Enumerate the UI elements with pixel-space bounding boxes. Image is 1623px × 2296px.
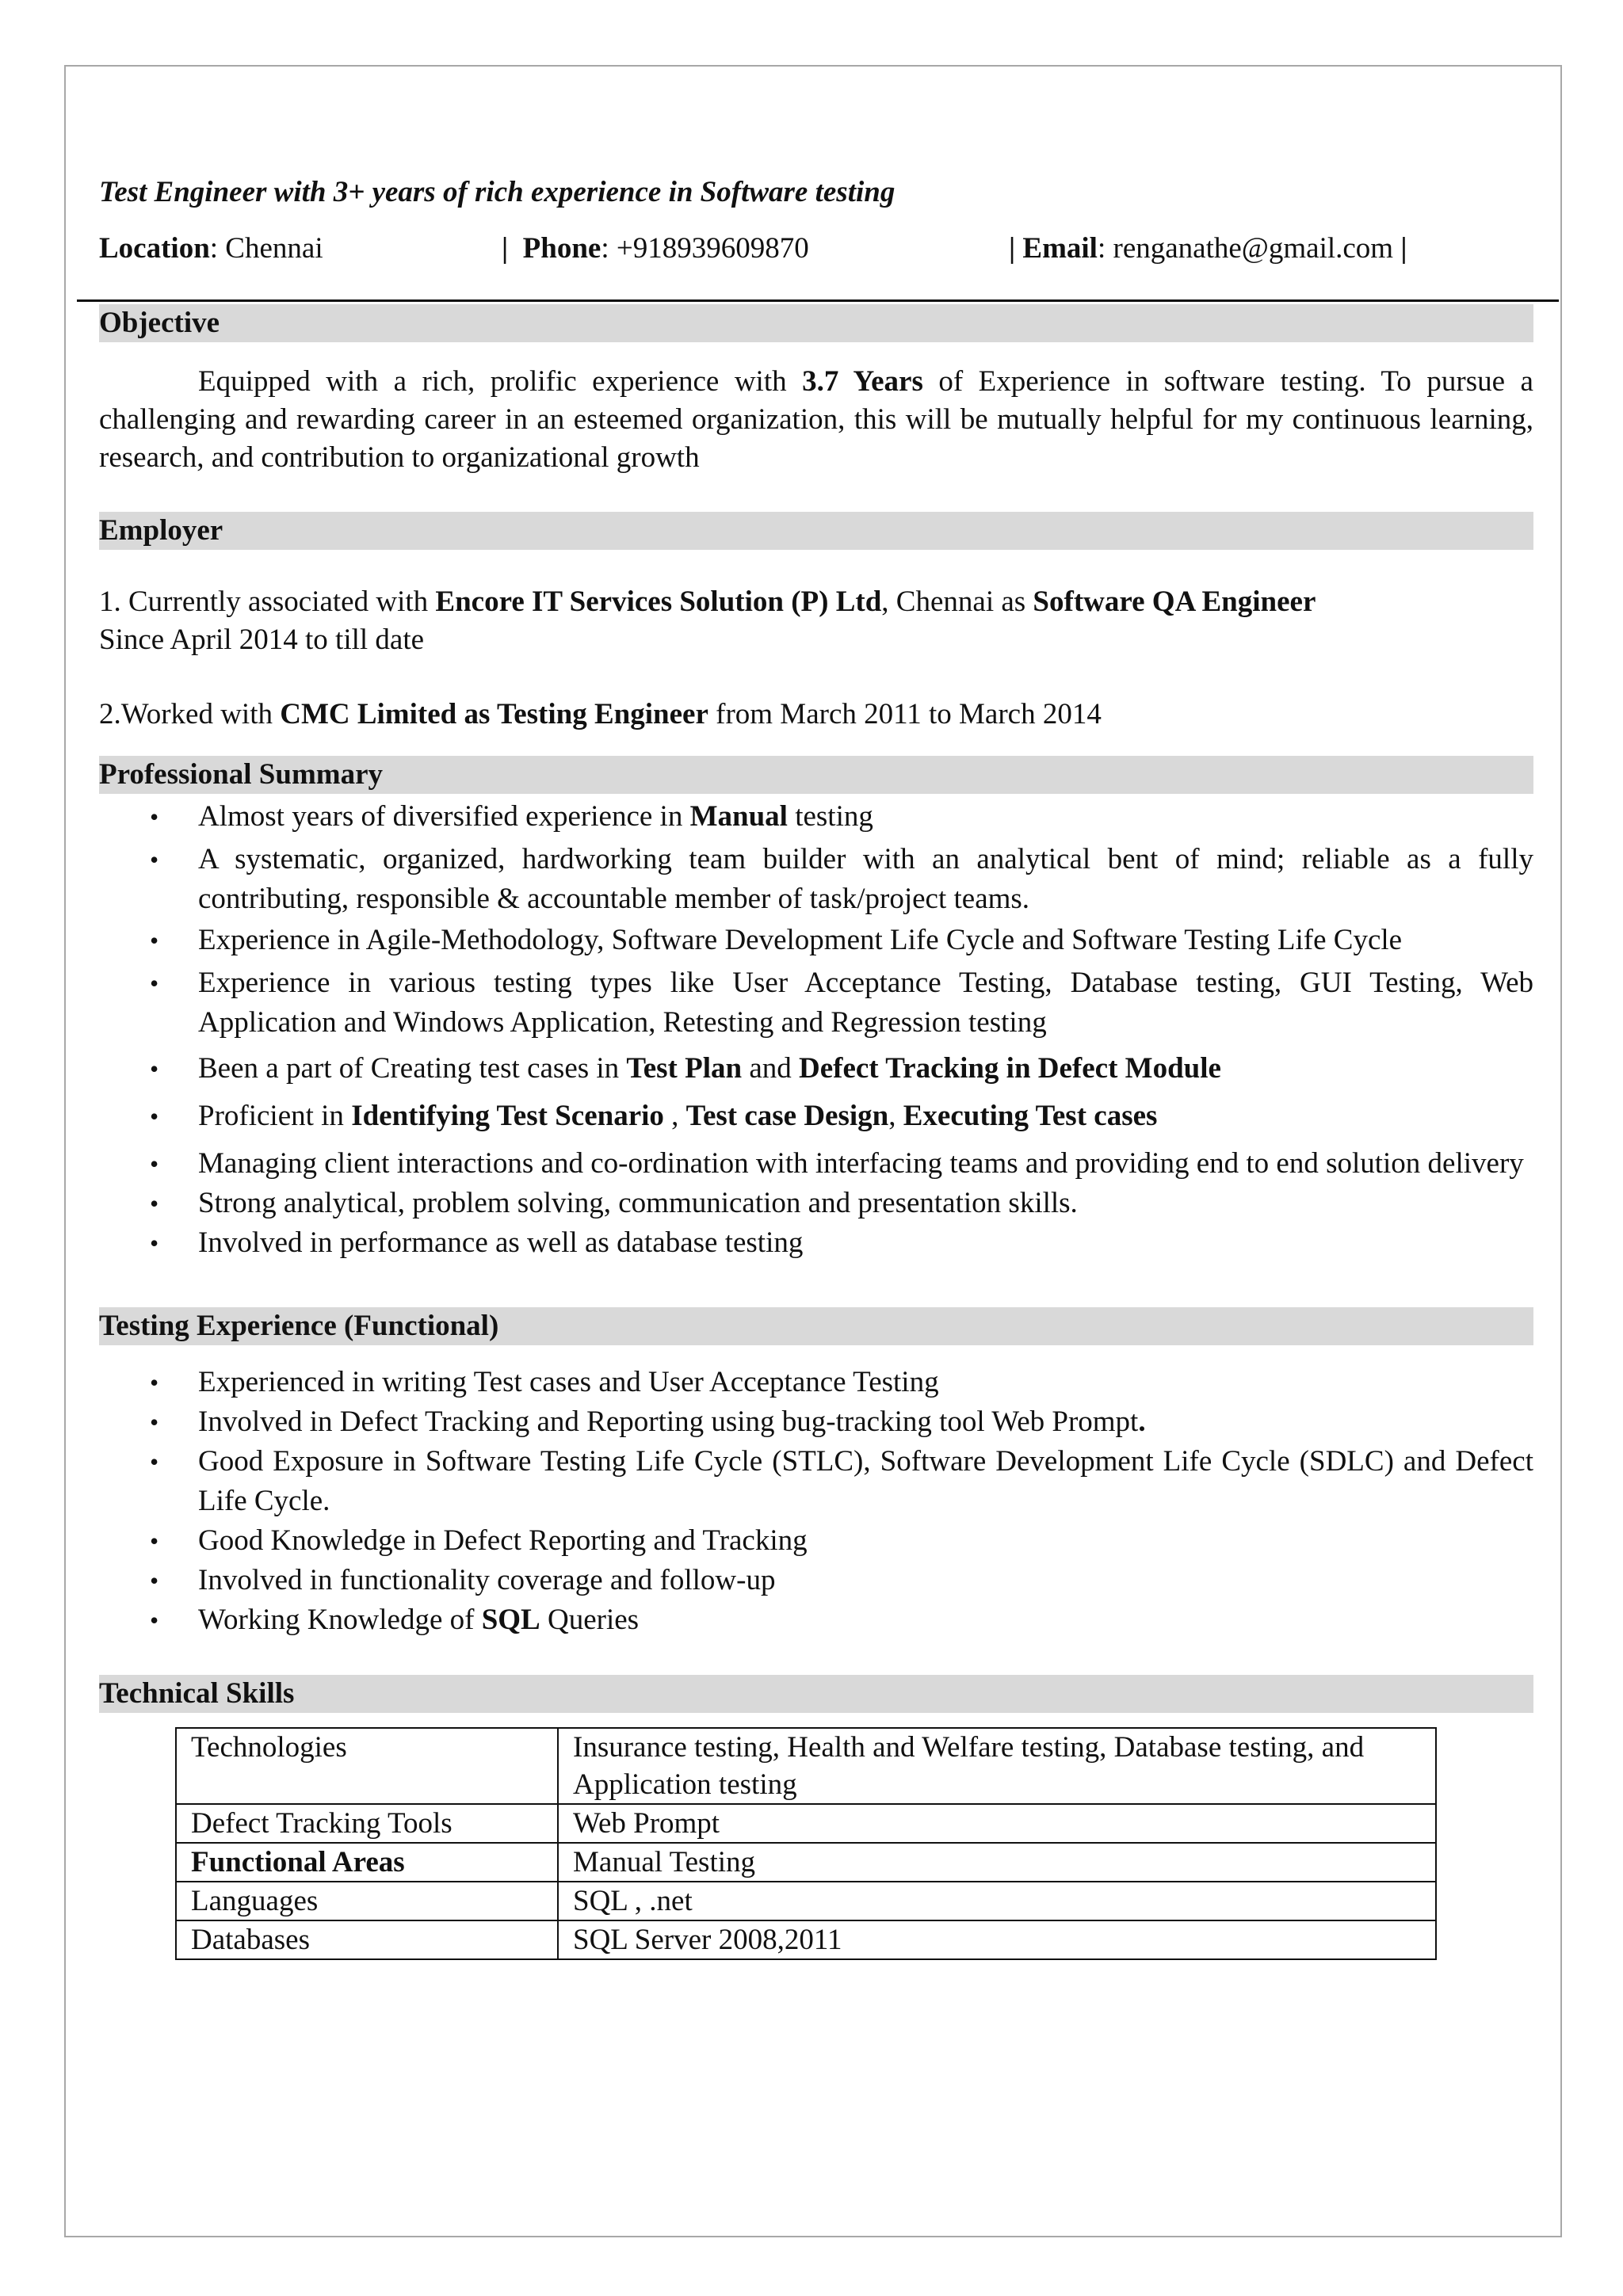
phone: | Phone: +918939609870 (502, 232, 809, 265)
skill-key: Languages (176, 1882, 558, 1920)
list-item: • Experienced in writing Test cases and User Acceptance Testing (150, 1366, 939, 1398)
testing-list (99, 1363, 1533, 1640)
list-item: • Proficient in Identifying Test Scenario , Test case Design, Executing Test cases (150, 1100, 1158, 1132)
skill-value: Insurance testing, Health and Welfare testing, Database testing, and Application testing (558, 1728, 1436, 1804)
resume-content (99, 174, 1533, 1960)
objective-text: Equipped with a rich, prolific experience with 3.7 Years of Experience in software testing. To pursue a challenging and rewarding career in an esteemed organization, this will be mutually helpful for my continuous learning, research, and contribution to organizational growth (99, 365, 1533, 474)
list-item: • Almost years of diversified experience in Manual testing (150, 800, 873, 833)
list-item: • Involved in functionality coverage and follow-up (150, 1564, 776, 1596)
employer-item-2: 2.Worked with CMC Limited as Testing Engineer from March 2011 to March 2014 (99, 698, 1102, 730)
table-row (176, 1920, 1436, 1959)
list-item: • A systematic, organized, hardworking team builder with an analytical bent of mind; reliable as a fully contributing, responsible & accountable member of task/project teams. (150, 843, 1533, 915)
location: Location: Chennai (99, 232, 323, 265)
employer-header: Employer (99, 512, 1533, 550)
list-item: • Involved in performance as well as database testing (150, 1226, 804, 1259)
list-item: • Good Knowledge in Defect Reporting and Tracking (150, 1524, 808, 1557)
skill-value: SQL Server 2008,2011 (558, 1920, 1436, 1959)
table-row (176, 1882, 1436, 1920)
testing-header: Testing Experience (Functional) (99, 1307, 1533, 1345)
list-item: • Involved in Defect Tracking and Reporting using bug-tracking tool Web Prompt. (150, 1405, 1146, 1438)
skills-table (175, 1727, 1437, 1960)
headline: Test Engineer with 3+ years of rich experience in Software testing (99, 176, 896, 208)
summary-header: Professional Summary (99, 756, 1533, 794)
list-item: • Strong analytical, problem solving, communication and presentation skills. (150, 1187, 1078, 1219)
skill-value: Manual Testing (558, 1843, 1436, 1882)
summary-list (99, 797, 1533, 1263)
employer-item-1: 1. Currently associated with Encore IT Services Solution (P) Ltd, Chennai as Software QA Engineer Since April 2014 to till date (99, 585, 1316, 656)
list-item: • Experience in various testing types like User Acceptance Testing, Database testing, GUI Testing, Web Application and Windows Application, Retesting and Regression testing (150, 967, 1533, 1039)
list-item: • Managing client interactions and co-ordination with interfacing teams and providing end to end solution delivery (150, 1147, 1524, 1180)
list-item: • Experience in Agile-Methodology, Software Development Life Cycle and Software Testing Life Cycle (150, 924, 1403, 956)
skill-key: Technologies (176, 1728, 558, 1804)
contact-row (99, 227, 1533, 271)
objective-header: Objective (99, 304, 1533, 342)
table-row (176, 1843, 1436, 1882)
skill-value: Web Prompt (558, 1804, 1436, 1843)
email: | Email: renganathe@gmail.com | (1009, 232, 1407, 265)
skills-header: Technical Skills (99, 1675, 1533, 1713)
skill-key: Defect Tracking Tools (176, 1804, 558, 1843)
table-row (176, 1804, 1436, 1843)
list-item: • Been a part of Creating test cases in Test Plan and Defect Tracking in Defect Module (150, 1052, 1221, 1085)
skill-key: Functional Areas (176, 1843, 558, 1882)
table-row (176, 1728, 1436, 1804)
list-item: • Good Exposure in Software Testing Life Cycle (STLC), Software Development Life Cycle (SDLC) and Defect Life Cycle. (150, 1445, 1533, 1517)
skill-value: SQL , .net (558, 1882, 1436, 1920)
list-item: • Working Knowledge of SQL Queries (150, 1604, 640, 1636)
skill-key: Databases (176, 1920, 558, 1959)
